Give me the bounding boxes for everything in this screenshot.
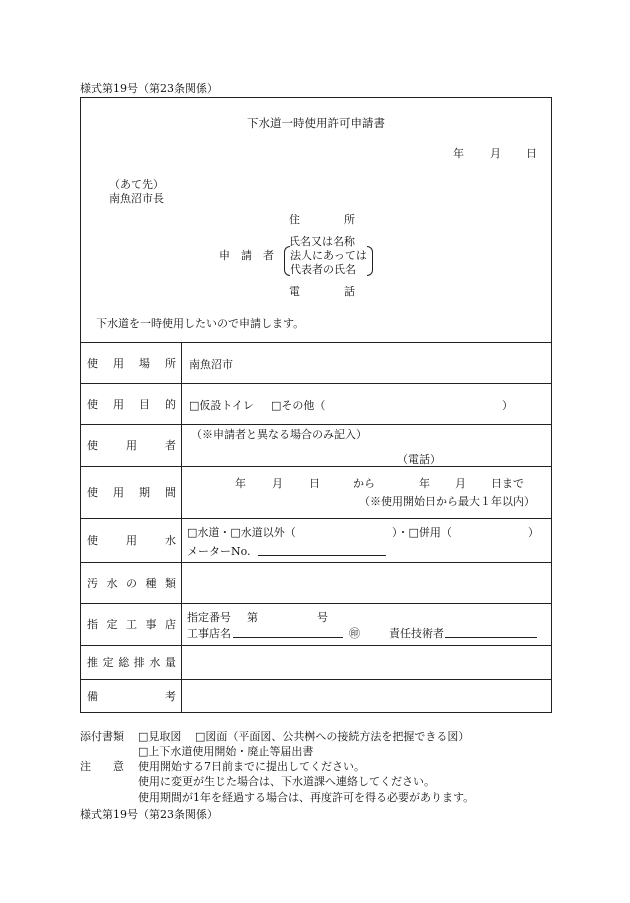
row-period bbox=[81, 466, 551, 519]
attachment-item-form: □上下水道使用開始・廃止等届出書 bbox=[138, 745, 314, 758]
contractor-name-field[interactable] bbox=[233, 626, 343, 638]
note-line-3: 使用期間が1年を経過する場合は、再度許可を得る必要があります。 bbox=[138, 791, 475, 804]
period-year: 年 bbox=[235, 477, 246, 490]
row-label: 使用目的 bbox=[81, 383, 182, 424]
place-value: 南魚沼市 bbox=[189, 358, 233, 371]
attachment-item-drawing: □図面（平面図、公共桝への接続方法を把握できる図） bbox=[195, 730, 470, 743]
period-note: （※使用開始日から最大１年以内） bbox=[359, 495, 535, 508]
notes-label: 注 意 bbox=[80, 760, 124, 773]
period-year2: 年 bbox=[419, 477, 430, 490]
period-month2: 月 bbox=[455, 477, 466, 490]
applicant-corp-line2: 代表者の氏名 bbox=[290, 263, 356, 276]
row-label: 指定工事店 bbox=[81, 603, 182, 645]
recipient-name: 南魚沼市長 bbox=[109, 192, 164, 205]
row-label: 使用場所 bbox=[81, 342, 182, 383]
purpose-option-toilet[interactable]: □仮設トイレ bbox=[189, 399, 254, 412]
note-line-2: 使用に変更が生じた場合は、下水道課へ連絡してください。 bbox=[138, 775, 435, 788]
row-label: 使用者 bbox=[81, 424, 182, 466]
date-day: 日 bbox=[526, 147, 537, 160]
meter-field[interactable] bbox=[258, 544, 386, 556]
attachments-label: 添付書類 bbox=[80, 730, 124, 743]
row-label: 備考 bbox=[81, 679, 182, 712]
period-month: 月 bbox=[272, 477, 283, 490]
row-remarks bbox=[81, 679, 551, 712]
user-phone: （電話） bbox=[397, 453, 441, 466]
contractor-go: 号 bbox=[317, 611, 328, 624]
row-discharge bbox=[81, 645, 551, 680]
brace-right bbox=[367, 246, 373, 276]
row-water bbox=[81, 518, 551, 563]
row-label: 推定総排水量 bbox=[81, 645, 182, 679]
contractor-dai: 第 bbox=[247, 611, 258, 624]
purpose-close: ） bbox=[502, 399, 513, 412]
seal-mark: ㊞ bbox=[349, 627, 360, 640]
period-until: 日まで bbox=[491, 477, 524, 490]
row-user bbox=[81, 424, 551, 467]
date-year: 年 bbox=[453, 147, 464, 160]
water-combined[interactable]: ）・□併用（ bbox=[392, 526, 452, 539]
applicant-address-label: 住 所 bbox=[289, 213, 355, 226]
engineer-label: 責任技術者 bbox=[389, 627, 444, 640]
row-sewage bbox=[81, 562, 551, 604]
water-close: ） bbox=[528, 526, 539, 539]
period-day: 日 bbox=[309, 477, 320, 490]
row-place bbox=[81, 342, 551, 384]
engineer-field[interactable] bbox=[445, 626, 537, 638]
contractor-number-label: 指定番号 bbox=[187, 611, 231, 624]
contractor-name-label: 工事店名 bbox=[187, 627, 231, 640]
row-purpose bbox=[81, 383, 551, 425]
row-contractor bbox=[81, 603, 551, 646]
application-form bbox=[80, 97, 552, 713]
recipient-prefix: （あて先） bbox=[109, 178, 164, 191]
period-from: から bbox=[353, 477, 375, 490]
row-label: 汚水の種類 bbox=[81, 562, 182, 603]
attachment-item-sketch: □見取図 bbox=[138, 730, 182, 743]
form-number: 様式第19号（第23条関係） bbox=[80, 82, 218, 95]
form-header bbox=[81, 98, 551, 343]
water-options[interactable]: □水道・□水道以外（ bbox=[187, 526, 296, 539]
form-number-bottom: 様式第19号（第23条関係） bbox=[80, 808, 218, 821]
row-label: 使用期間 bbox=[81, 466, 182, 518]
purpose-option-other[interactable]: □その他（ bbox=[271, 399, 326, 412]
request-text: 下水道を一時使用したいので申請します。 bbox=[96, 317, 305, 330]
applicant-name-label: 氏名又は名称 bbox=[289, 235, 355, 248]
note-line-1: 使用開始する7日前までに提出してください。 bbox=[138, 760, 365, 773]
applicant-corp-line1: 法人にあっては bbox=[290, 249, 367, 262]
applicant-label: 申 請 者 bbox=[219, 249, 274, 262]
meter-label: メーターNo. bbox=[187, 545, 251, 558]
applicant-phone-label: 電 話 bbox=[289, 285, 355, 298]
date-month: 月 bbox=[490, 147, 501, 160]
user-note: （※申請者と異なる場合のみ記入） bbox=[191, 428, 367, 441]
form-title: 下水道一時使用許可申請書 bbox=[247, 116, 385, 130]
row-label: 使用水 bbox=[81, 518, 182, 562]
